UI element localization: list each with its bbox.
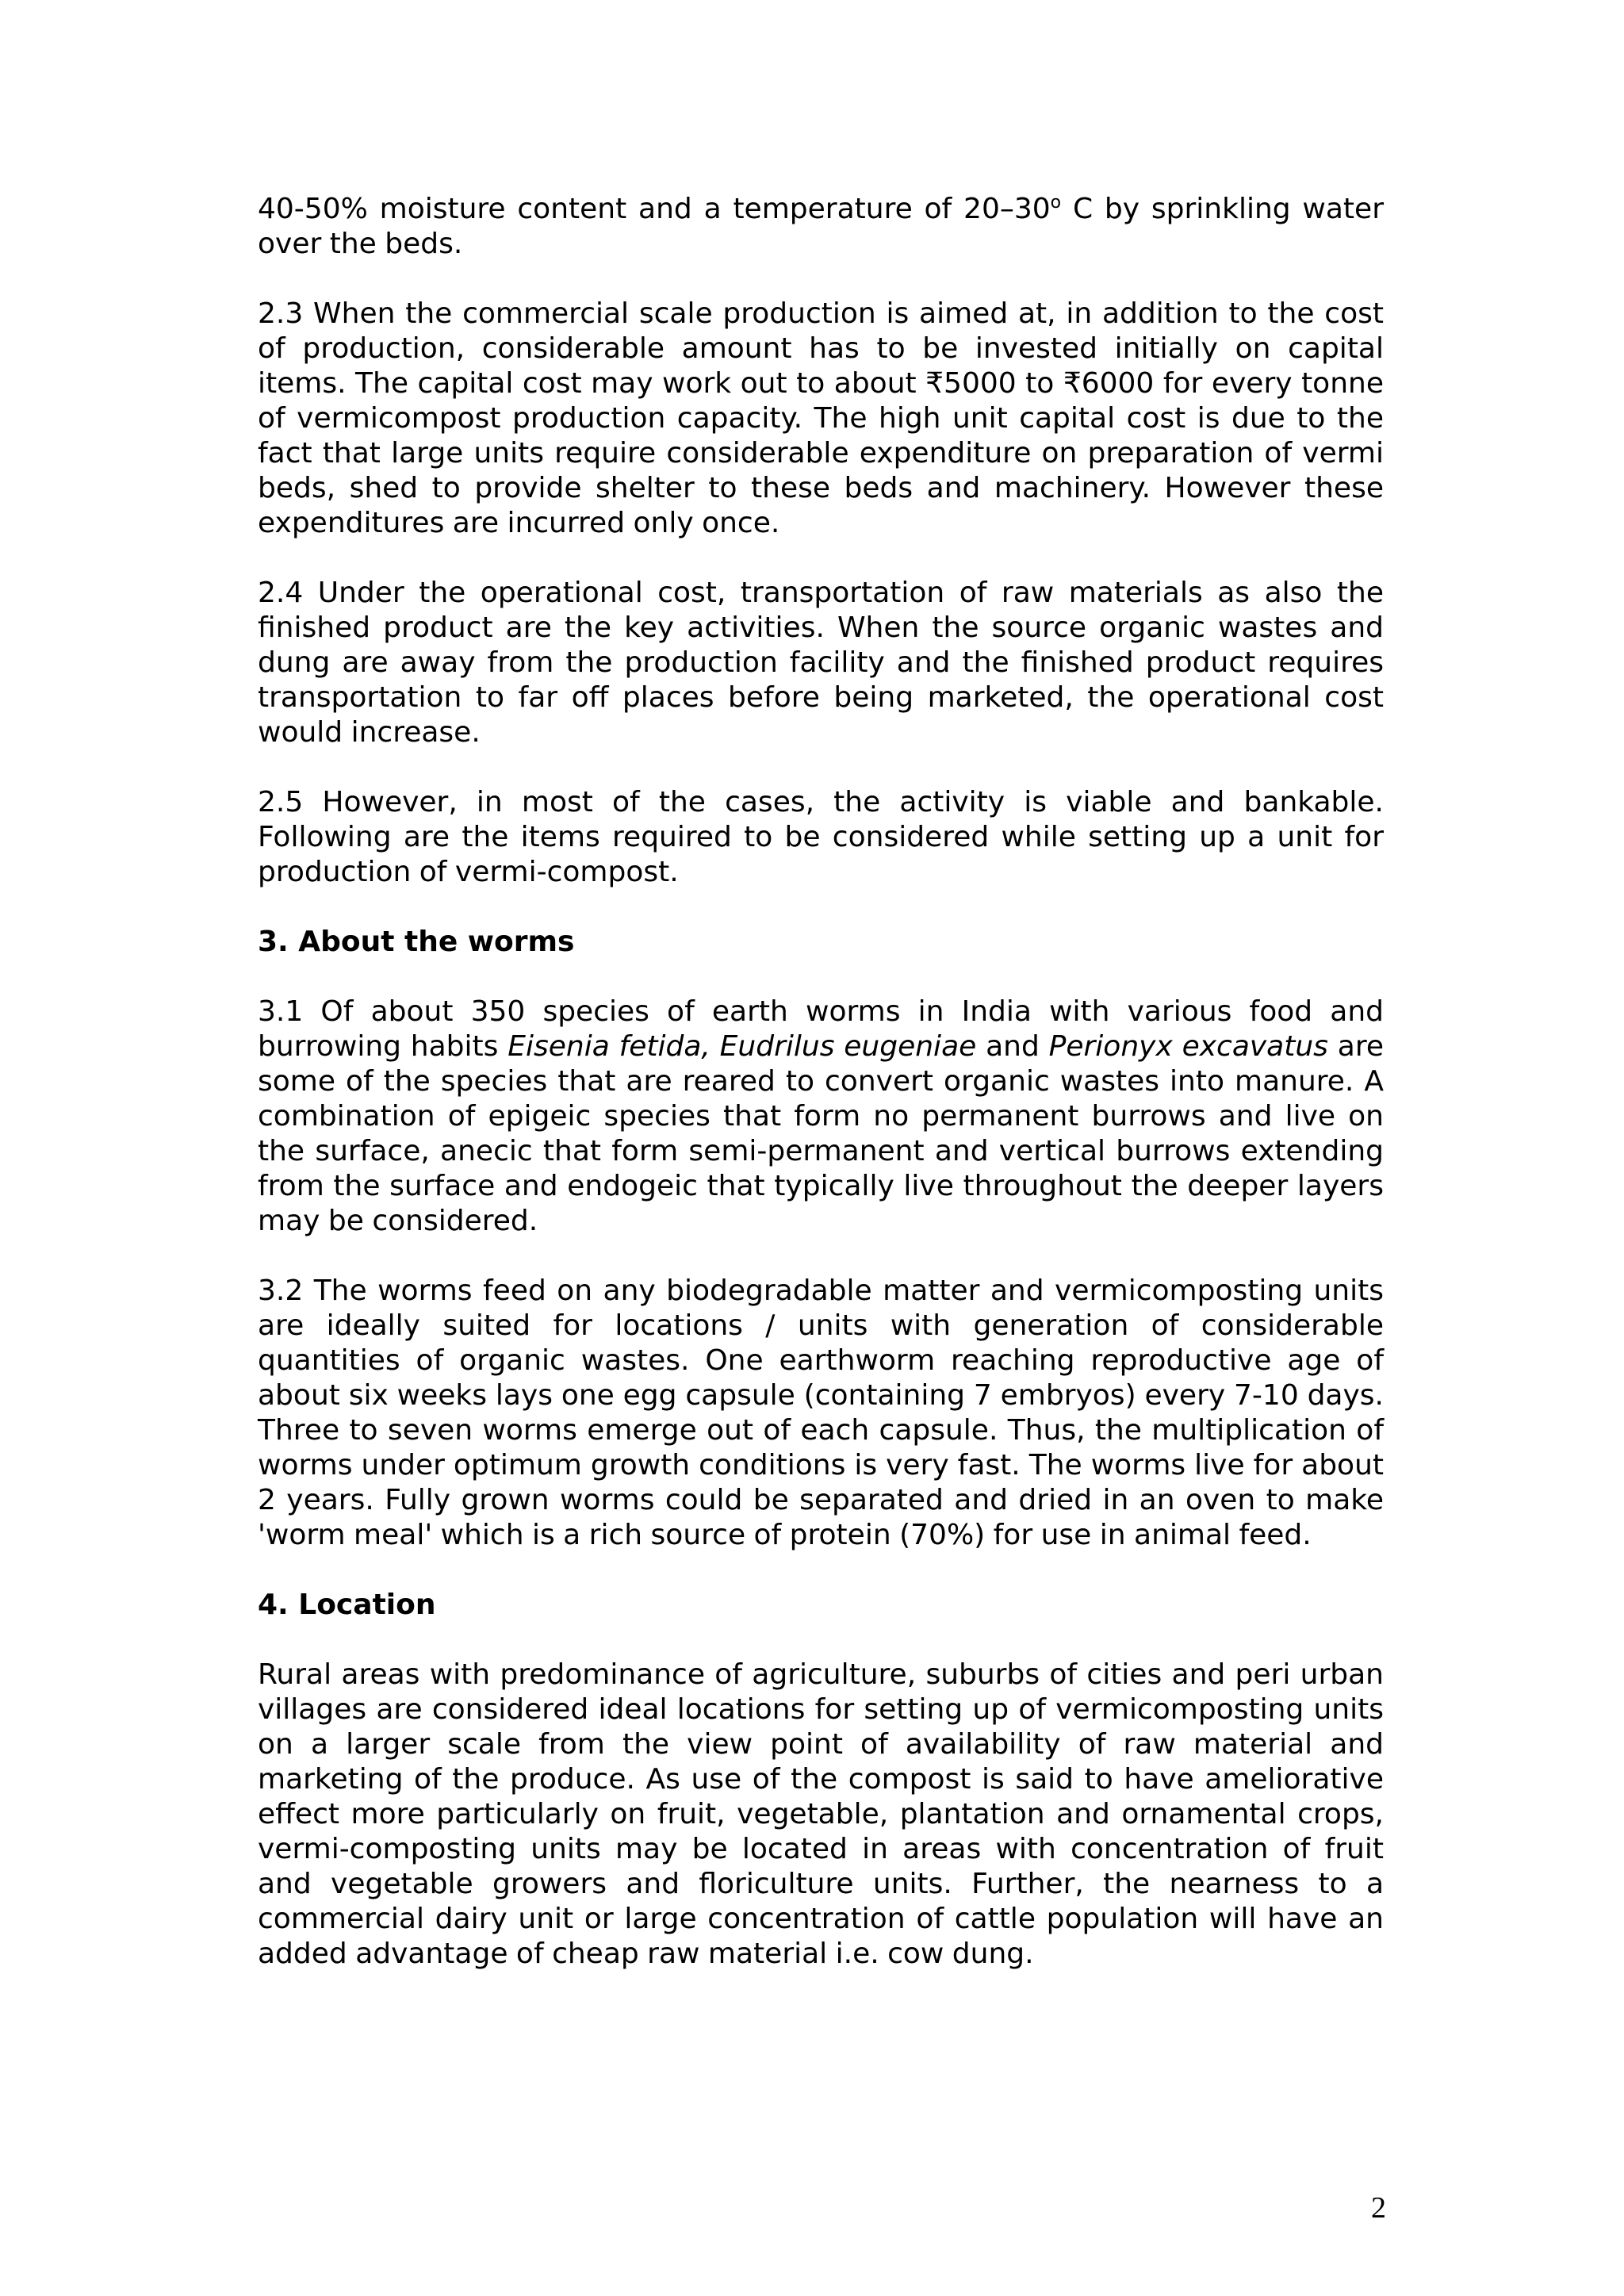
species-names-italic: Eisenia fetida, Eudrilus eugeniae (508, 1030, 977, 1063)
paragraph-2-5: 2.5 However, in most of the cases, the activity is viable and bankable. Following are the items required to be considered while setting up a unit for production of vermi-compost. (258, 786, 1384, 888)
section-heading-about-the-worms: 3. About the worms (258, 926, 575, 958)
paragraph-3-1 (258, 995, 1384, 1239)
section-heading-location: 4. Location (258, 1589, 436, 1621)
degree-superscript: o (1050, 193, 1062, 213)
text-segment: C by sprinkling water over the beds. (258, 193, 1384, 260)
paragraph-3-2: 3.2 The worms feed on any biodegradable matter and vermicomposting units are ideally suited for locations / units with generation of considerable quantities of organic wastes. One earthworm reaching reproductive age of about six weeks lays one egg capsule (containing 7 embryos) every 7-10 days. Three to seven worms emerge out of each capsule. Thus, the multiplication of worms under optimum growth conditions is very fast. The worms live for about 2 years. Fully grown worms could be separated and dried in an oven to make 'worm meal' which is a rich source of protein (70%) for use in animal feed. (258, 1274, 1384, 1551)
page-number: 2 (1371, 2191, 1386, 2225)
paragraph-moisture-temperature (258, 192, 1384, 262)
text-segment: 40-50% moisture content and a temperature of 20–30 (258, 193, 1051, 225)
paragraph-location: Rural areas with predominance of agriculture, suburbs of cities and peri urban villages are considered ideal locations for setting up of vermicomposting units on a larger scale from the view point of availability of raw material and marketing of the produce. As use of the compost is said to have ameliorative effect more particularly on fruit, vegetable, plantation and ornamental crops, vermi-composting units may be located in areas with concentration of fruit and vegetable growers and floriculture units. Further, the nearness to a commercial dairy unit or large concentration of cattle population will have an added advantage of cheap raw material i.e. cow dung. (258, 1658, 1384, 1970)
text-segment: 3.1 Of about 350 species of earth worms in India with various food and burrowing habits (258, 995, 1384, 1063)
text-segment: are some of the species that are reared to convert organic wastes into manure. A combination of epigeic species that form no permanent burrows and live on the surface, anecic that form semi-permanent and vertical burrows extending from the surface and endogeic that typically live throughout the deeper layers may be considered. (258, 1030, 1384, 1237)
text-segment: and (976, 1030, 1049, 1063)
paragraph-2-4: 2.4 Under the operational cost, transportation of raw materials as also the finished product are the key activities. When the source organic wastes and dung are away from the production facility and the finished product requires transportation to far off places before being marketed, the operational cost would increase. (258, 577, 1384, 749)
paragraph-2-3: 2.3 When the commercial scale production is aimed at, in addition to the cost of production, considerable amount has to be invested initially on capital items. The capital cost may work out to about ₹5000 to ₹6000 for every tonne of vermicompost production capacity. The high unit capital cost is due to the fact that large units require considerable expenditure on preparation of vermi beds, shed to provide shelter to these beds and machinery. However these expenditures are incurred only once. (258, 297, 1384, 539)
document-page (258, 192, 1384, 2007)
species-name-italic: Perionyx excavatus (1048, 1030, 1328, 1063)
